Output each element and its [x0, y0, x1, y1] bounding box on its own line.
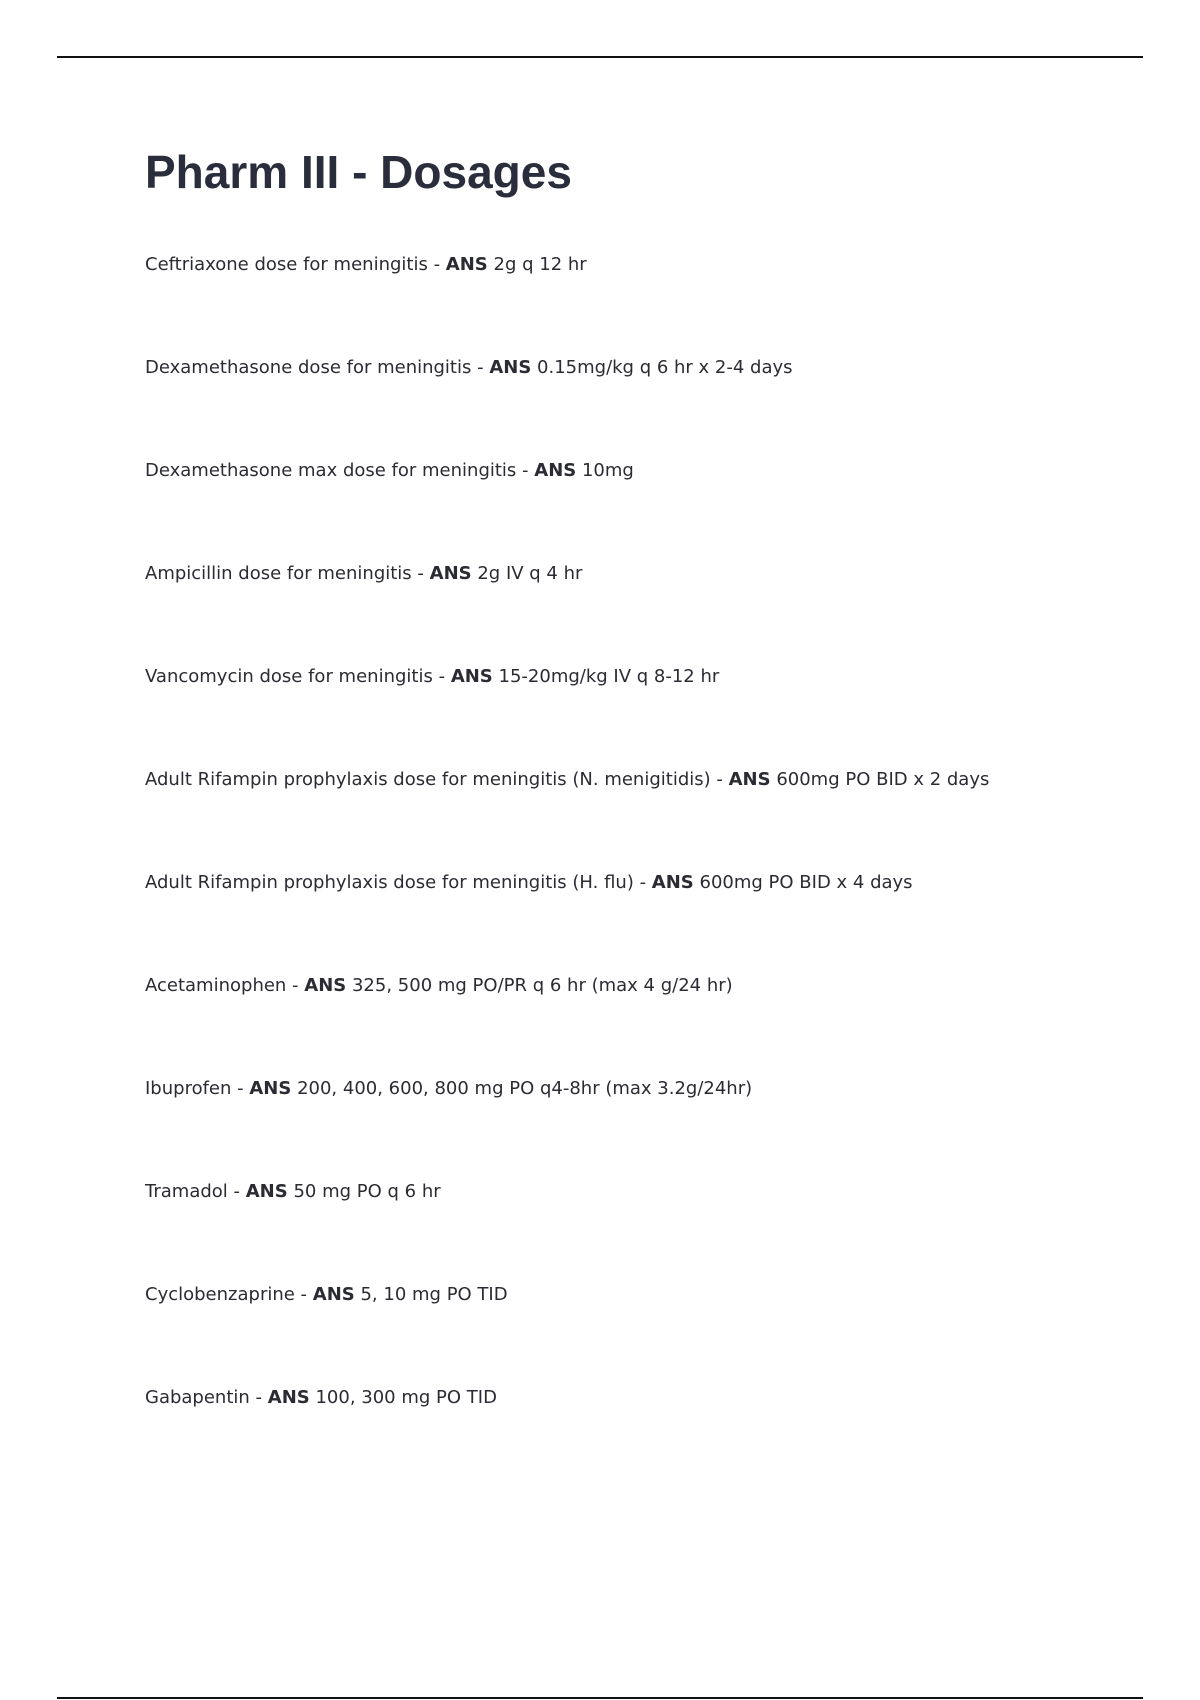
answer-label: ANS — [245, 1181, 288, 1202]
separator: - — [249, 1387, 268, 1408]
answer-label: ANS — [267, 1387, 310, 1408]
question-text: Ceftriaxone dose for meningitis — [145, 254, 428, 275]
list-item — [145, 252, 1145, 355]
separator: - — [471, 357, 490, 378]
answer-label: ANS — [304, 975, 347, 996]
answer-label: ANS — [728, 769, 771, 790]
question-text: Cyclobenzaprine — [145, 1284, 295, 1305]
answer-text: 50 mg PO q 6 hr — [293, 1181, 441, 1202]
question-text: Ampicillin dose for meningitis — [145, 563, 412, 584]
question-text: Ibuprofen — [145, 1078, 232, 1099]
answer-label: ANS — [450, 666, 493, 687]
question-text: Acetaminophen — [145, 975, 287, 996]
list-item — [145, 973, 1145, 1076]
list-item — [145, 870, 1145, 973]
dosage-list — [145, 252, 1145, 1488]
list-item — [145, 561, 1145, 664]
separator: - — [294, 1284, 313, 1305]
separator: - — [231, 1078, 250, 1099]
answer-label: ANS — [312, 1284, 355, 1305]
list-item — [145, 1076, 1145, 1179]
question-text: Gabapentin — [145, 1387, 250, 1408]
page-title: Pharm III - Dosages — [145, 146, 572, 198]
separator: - — [432, 666, 451, 687]
question-text: Vancomycin dose for meningitis — [145, 666, 433, 687]
question-text: Tramadol — [145, 1181, 228, 1202]
list-item — [145, 355, 1145, 458]
separator: - — [633, 872, 652, 893]
answer-text: 15-20mg/kg IV q 8-12 hr — [498, 666, 720, 687]
answer-label: ANS — [249, 1078, 292, 1099]
answer-text: 2g q 12 hr — [493, 254, 587, 275]
separator: - — [427, 254, 446, 275]
question-text: Dexamethasone max dose for meningitis — [145, 460, 517, 481]
answer-label: ANS — [429, 563, 472, 584]
separator: - — [227, 1181, 246, 1202]
separator: - — [710, 769, 729, 790]
answer-text: 0.15mg/kg q 6 hr x 2-4 days — [537, 357, 793, 378]
answer-label: ANS — [651, 872, 694, 893]
list-item — [145, 1179, 1145, 1282]
top-rule — [57, 56, 1143, 58]
question-text: Adult Rifampin prophylaxis dose for meningitis (N. menigitidis) — [145, 769, 711, 790]
answer-text: 5, 10 mg PO TID — [360, 1284, 508, 1305]
separator: - — [286, 975, 305, 996]
answer-label: ANS — [489, 357, 532, 378]
list-item — [145, 458, 1145, 561]
list-item — [145, 1385, 1145, 1488]
answer-label: ANS — [445, 254, 488, 275]
answer-label: ANS — [534, 460, 577, 481]
separator: - — [516, 460, 535, 481]
bottom-rule — [57, 1697, 1143, 1699]
answer-text: 600mg PO BID x 2 days — [776, 769, 990, 790]
question-text: Adult Rifampin prophylaxis dose for meningitis (H. flu) — [145, 872, 634, 893]
answer-text: 10mg — [581, 460, 634, 481]
answer-text: 600mg PO BID x 4 days — [699, 872, 913, 893]
list-item — [145, 1282, 1145, 1385]
list-item — [145, 664, 1145, 767]
answer-text: 325, 500 mg PO/PR q 6 hr (max 4 g/24 hr) — [351, 975, 733, 996]
answer-text: 100, 300 mg PO TID — [315, 1387, 497, 1408]
answer-text: 2g IV q 4 hr — [477, 563, 583, 584]
answer-text: 200, 400, 600, 800 mg PO q4-8hr (max 3.2g/24hr) — [297, 1078, 753, 1099]
question-text: Dexamethasone dose for meningitis — [145, 357, 472, 378]
list-item — [145, 767, 1145, 870]
separator: - — [411, 563, 430, 584]
